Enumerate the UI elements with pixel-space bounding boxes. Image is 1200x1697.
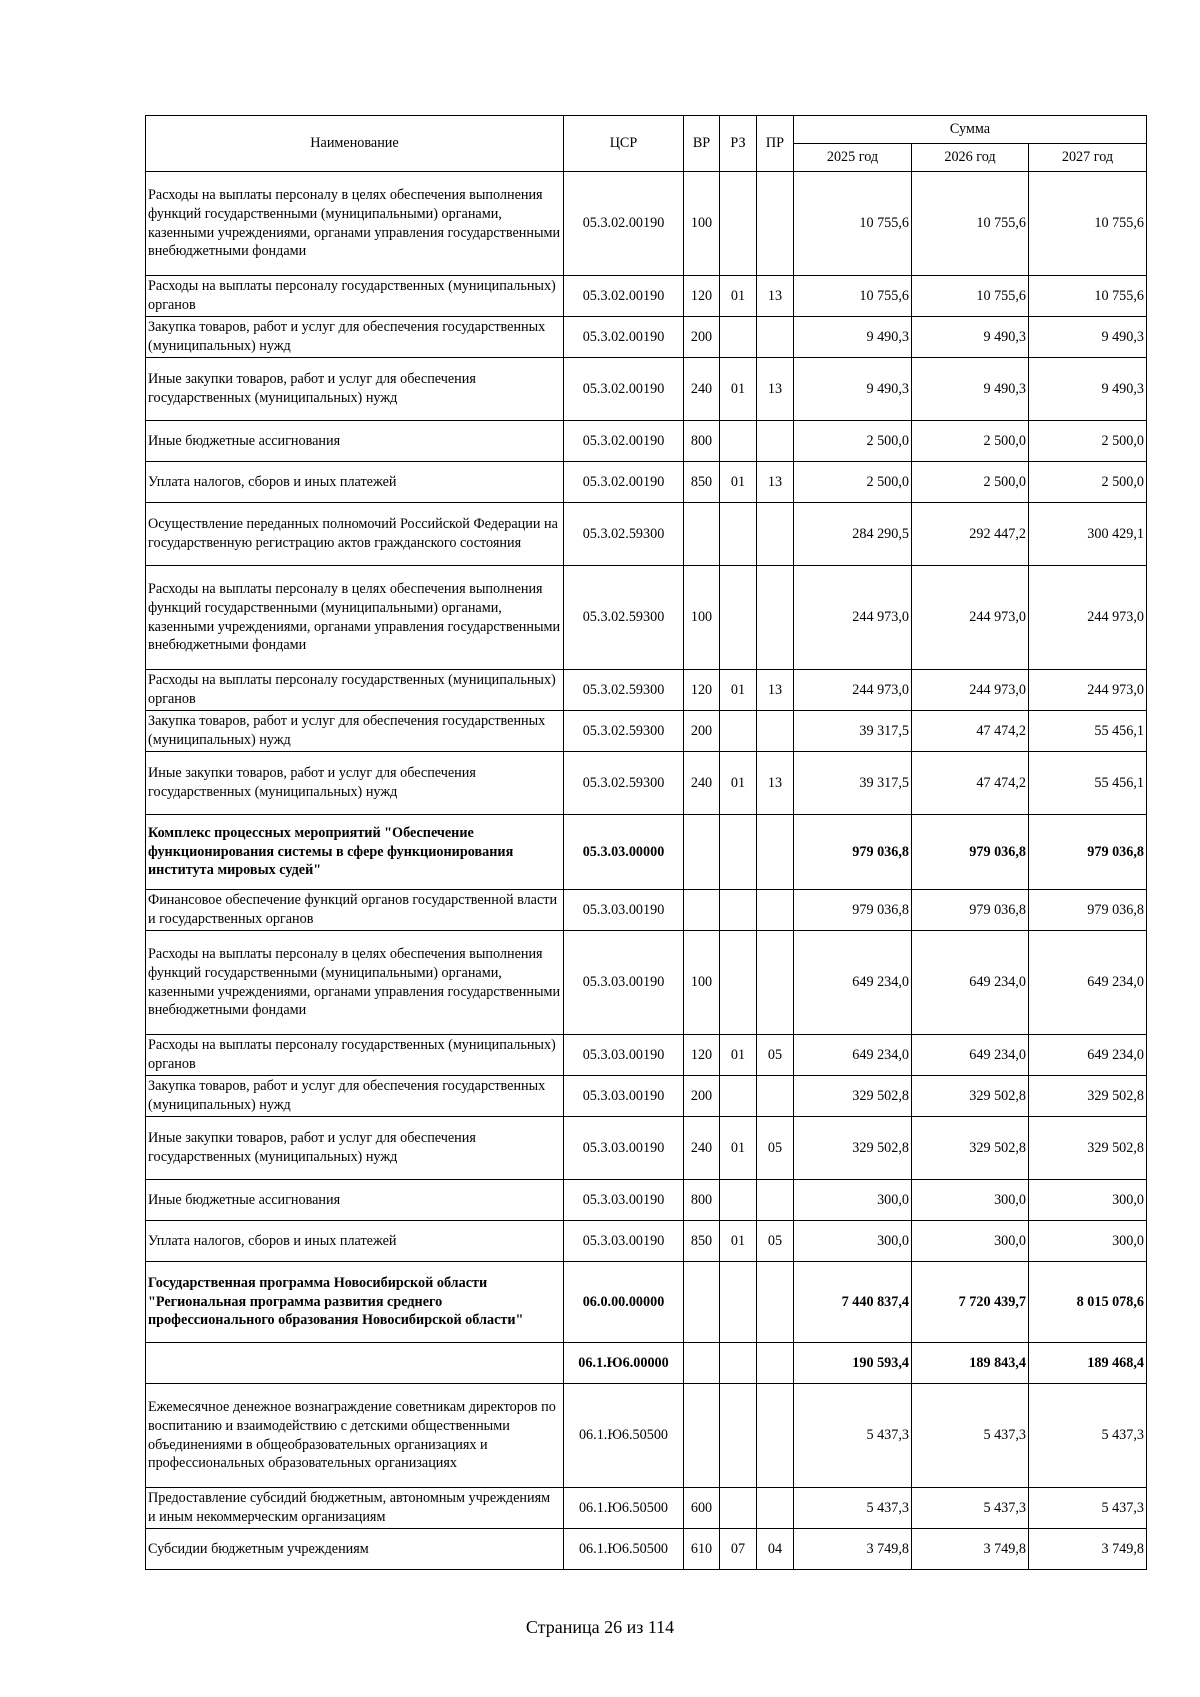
- cell-2027: 2 500,0: [1029, 421, 1147, 462]
- table-row: [146, 1262, 1147, 1343]
- table-row: [146, 1488, 1147, 1529]
- cell-2025: 10 755,6: [794, 172, 912, 276]
- cell-2027: 189 468,4: [1029, 1343, 1147, 1384]
- cell-vr: 200: [684, 1076, 720, 1117]
- cell-pr: [757, 421, 794, 462]
- cell-2026: 2 500,0: [912, 421, 1029, 462]
- cell-rz: 01: [720, 1221, 757, 1262]
- cell-vr: 120: [684, 670, 720, 711]
- cell-rz: [720, 931, 757, 1035]
- cell-2027: 300,0: [1029, 1180, 1147, 1221]
- cell-2026: 244 973,0: [912, 670, 1029, 711]
- cell-pr: 05: [757, 1221, 794, 1262]
- cell-csr: 05.3.03.00190: [564, 1221, 684, 1262]
- cell-2027: 3 749,8: [1029, 1529, 1147, 1570]
- cell-vr: [684, 503, 720, 566]
- cell-2026: 9 490,3: [912, 358, 1029, 421]
- table-row: [146, 890, 1147, 931]
- cell-name: Иные закупки товаров, работ и услуг для обеспечения государственных (муниципальных) нужд: [146, 1117, 564, 1180]
- cell-2026: 2 500,0: [912, 462, 1029, 503]
- cell-rz: [720, 1076, 757, 1117]
- table-row: [146, 752, 1147, 815]
- table-row: [146, 503, 1147, 566]
- cell-csr: 05.3.03.00190: [564, 1117, 684, 1180]
- table-row: [146, 1035, 1147, 1076]
- cell-2025: 979 036,8: [794, 890, 912, 931]
- cell-rz: [720, 1384, 757, 1488]
- cell-2026: 329 502,8: [912, 1117, 1029, 1180]
- cell-2027: 5 437,3: [1029, 1488, 1147, 1529]
- cell-vr: 850: [684, 1221, 720, 1262]
- cell-csr: 05.3.02.00190: [564, 358, 684, 421]
- table-row: [146, 1221, 1147, 1262]
- cell-name: Закупка товаров, работ и услуг для обеспечения государственных (муниципальных) нужд: [146, 317, 564, 358]
- cell-vr: 100: [684, 566, 720, 670]
- table-row: [146, 172, 1147, 276]
- cell-2026: 979 036,8: [912, 815, 1029, 890]
- cell-2026: 3 749,8: [912, 1529, 1029, 1570]
- cell-2027: 55 456,1: [1029, 752, 1147, 815]
- cell-2026: 9 490,3: [912, 317, 1029, 358]
- cell-2025: 979 036,8: [794, 815, 912, 890]
- cell-2027: 300 429,1: [1029, 503, 1147, 566]
- cell-name: Иные бюджетные ассигнования: [146, 1180, 564, 1221]
- header-vr: ВР: [684, 116, 720, 172]
- cell-2025: 2 500,0: [794, 462, 912, 503]
- cell-rz: [720, 890, 757, 931]
- cell-name: Расходы на выплаты персоналу государственных (муниципальных) органов: [146, 276, 564, 317]
- table-row: [146, 1343, 1147, 1384]
- cell-pr: [757, 931, 794, 1035]
- cell-2026: 189 843,4: [912, 1343, 1029, 1384]
- table-row: [146, 815, 1147, 890]
- table-row: [146, 358, 1147, 421]
- cell-vr: 600: [684, 1488, 720, 1529]
- cell-2026: 7 720 439,7: [912, 1262, 1029, 1343]
- cell-name: Ежемесячное денежное вознаграждение советникам директоров по воспитанию и взаимодействию с детскими общественными объединениями в общеобразовательных организациях и профессиональных образовательных организациях: [146, 1384, 564, 1488]
- cell-csr: 05.3.02.59300: [564, 566, 684, 670]
- cell-2027: 649 234,0: [1029, 1035, 1147, 1076]
- cell-pr: [757, 815, 794, 890]
- table-row: [146, 317, 1147, 358]
- cell-rz: 01: [720, 670, 757, 711]
- header-csr: ЦСР: [564, 116, 684, 172]
- cell-vr: 120: [684, 276, 720, 317]
- page-number: Страница 26 из 114: [525, 1617, 675, 1637]
- cell-pr: [757, 172, 794, 276]
- cell-rz: [720, 711, 757, 752]
- cell-vr: 120: [684, 1035, 720, 1076]
- cell-name: Предоставление субсидий бюджетным, автономным учреждениям и иным некоммерческим организациям: [146, 1488, 564, 1529]
- cell-pr: 13: [757, 752, 794, 815]
- cell-rz: [720, 503, 757, 566]
- header-pr: ПР: [757, 116, 794, 172]
- cell-rz: [720, 317, 757, 358]
- cell-2025: 5 437,3: [794, 1488, 912, 1529]
- cell-csr: 05.3.02.59300: [564, 670, 684, 711]
- cell-2025: 329 502,8: [794, 1076, 912, 1117]
- cell-name: Уплата налогов, сборов и иных платежей: [146, 1221, 564, 1262]
- cell-2027: 10 755,6: [1029, 172, 1147, 276]
- cell-2027: 300,0: [1029, 1221, 1147, 1262]
- table-row: [146, 931, 1147, 1035]
- cell-vr: 100: [684, 172, 720, 276]
- cell-vr: 800: [684, 421, 720, 462]
- cell-name: Расходы на выплаты персоналу в целях обеспечения выполнения функций государственными (муниципальными) органами, казенными учреждениями, органами управления государственными внебюджетными фондами: [146, 566, 564, 670]
- cell-csr: 06.1.Ю6.50500: [564, 1529, 684, 1570]
- cell-pr: 05: [757, 1035, 794, 1076]
- cell-rz: 01: [720, 752, 757, 815]
- cell-2025: 2 500,0: [794, 421, 912, 462]
- cell-pr: [757, 711, 794, 752]
- cell-rz: [720, 1488, 757, 1529]
- cell-name: Расходы на выплаты персоналу государственных (муниципальных) органов: [146, 670, 564, 711]
- cell-2025: 7 440 837,4: [794, 1262, 912, 1343]
- cell-rz: [720, 1343, 757, 1384]
- cell-pr: [757, 566, 794, 670]
- table-row: [146, 670, 1147, 711]
- cell-2025: 284 290,5: [794, 503, 912, 566]
- cell-2025: 329 502,8: [794, 1117, 912, 1180]
- cell-csr: 05.3.02.59300: [564, 752, 684, 815]
- cell-pr: [757, 317, 794, 358]
- cell-rz: [720, 1180, 757, 1221]
- cell-2025: 9 490,3: [794, 358, 912, 421]
- cell-pr: 13: [757, 276, 794, 317]
- cell-pr: 05: [757, 1117, 794, 1180]
- cell-2027: 5 437,3: [1029, 1384, 1147, 1488]
- header-sum: Сумма: [794, 116, 1147, 144]
- cell-vr: 200: [684, 711, 720, 752]
- cell-csr: 05.3.03.00190: [564, 1180, 684, 1221]
- cell-csr: 05.3.02.59300: [564, 711, 684, 752]
- cell-vr: 240: [684, 358, 720, 421]
- cell-vr: [684, 890, 720, 931]
- cell-2027: 979 036,8: [1029, 890, 1147, 931]
- cell-2025: 649 234,0: [794, 931, 912, 1035]
- table-row: [146, 711, 1147, 752]
- cell-vr: 100: [684, 931, 720, 1035]
- cell-2026: 5 437,3: [912, 1488, 1029, 1529]
- cell-rz: [720, 421, 757, 462]
- cell-2025: 39 317,5: [794, 711, 912, 752]
- header-name: Наименование: [146, 116, 564, 172]
- cell-name: Осуществление переданных полномочий Российской Федерации на государственную регистрацию актов гражданского состояния: [146, 503, 564, 566]
- cell-pr: [757, 1343, 794, 1384]
- cell-rz: 01: [720, 276, 757, 317]
- cell-vr: 850: [684, 462, 720, 503]
- cell-pr: [757, 1180, 794, 1221]
- cell-csr: 05.3.02.00190: [564, 462, 684, 503]
- cell-2025: 10 755,6: [794, 276, 912, 317]
- cell-2027: 2 500,0: [1029, 462, 1147, 503]
- header-rz: РЗ: [720, 116, 757, 172]
- cell-name: Иные закупки товаров, работ и услуг для обеспечения государственных (муниципальных) нужд: [146, 358, 564, 421]
- cell-csr: 05.3.02.00190: [564, 276, 684, 317]
- cell-2026: 47 474,2: [912, 711, 1029, 752]
- cell-name: Иные закупки товаров, работ и услуг для обеспечения государственных (муниципальных) нужд: [146, 752, 564, 815]
- cell-2025: 300,0: [794, 1221, 912, 1262]
- cell-rz: 01: [720, 1117, 757, 1180]
- cell-name: Закупка товаров, работ и услуг для обеспечения государственных (муниципальных) нужд: [146, 711, 564, 752]
- cell-vr: 610: [684, 1529, 720, 1570]
- cell-2027: 979 036,8: [1029, 815, 1147, 890]
- cell-csr: 05.3.03.00190: [564, 890, 684, 931]
- cell-2025: 649 234,0: [794, 1035, 912, 1076]
- cell-vr: [684, 1384, 720, 1488]
- cell-2026: 300,0: [912, 1221, 1029, 1262]
- cell-vr: [684, 1343, 720, 1384]
- cell-2026: 10 755,6: [912, 276, 1029, 317]
- cell-rz: 01: [720, 1035, 757, 1076]
- cell-rz: [720, 815, 757, 890]
- cell-2026: 649 234,0: [912, 1035, 1029, 1076]
- table-row: [146, 566, 1147, 670]
- cell-2026: 5 437,3: [912, 1384, 1029, 1488]
- cell-csr: 06.1.Ю6.50500: [564, 1384, 684, 1488]
- cell-2025: 190 593,4: [794, 1343, 912, 1384]
- cell-vr: 240: [684, 1117, 720, 1180]
- cell-pr: [757, 890, 794, 931]
- cell-pr: [757, 503, 794, 566]
- table-row: [146, 1529, 1147, 1570]
- cell-pr: [757, 1488, 794, 1529]
- cell-2026: 649 234,0: [912, 931, 1029, 1035]
- cell-2027: 10 755,6: [1029, 276, 1147, 317]
- cell-2026: 300,0: [912, 1180, 1029, 1221]
- cell-vr: 200: [684, 317, 720, 358]
- cell-name: [146, 1343, 564, 1384]
- cell-csr: 05.3.02.00190: [564, 172, 684, 276]
- cell-2026: 979 036,8: [912, 890, 1029, 931]
- cell-csr: 06.1.Ю6.00000: [564, 1343, 684, 1384]
- cell-2027: 329 502,8: [1029, 1117, 1147, 1180]
- cell-csr: 05.3.02.00190: [564, 421, 684, 462]
- budget-table: [145, 115, 1147, 1570]
- cell-vr: [684, 1262, 720, 1343]
- cell-vr: [684, 815, 720, 890]
- cell-2027: 55 456,1: [1029, 711, 1147, 752]
- cell-csr: 05.3.02.59300: [564, 503, 684, 566]
- cell-2025: 300,0: [794, 1180, 912, 1221]
- cell-rz: [720, 1262, 757, 1343]
- header-2025: 2025 год: [794, 144, 912, 172]
- cell-2025: 3 749,8: [794, 1529, 912, 1570]
- table-row: [146, 1384, 1147, 1488]
- cell-2027: 9 490,3: [1029, 358, 1147, 421]
- cell-name: Иные бюджетные ассигнования: [146, 421, 564, 462]
- cell-name: Уплата налогов, сборов и иных платежей: [146, 462, 564, 503]
- cell-csr: 05.3.03.00000: [564, 815, 684, 890]
- cell-pr: 13: [757, 462, 794, 503]
- cell-vr: 800: [684, 1180, 720, 1221]
- cell-name: Закупка товаров, работ и услуг для обеспечения государственных (муниципальных) нужд: [146, 1076, 564, 1117]
- table-row: [146, 462, 1147, 503]
- header-2027: 2027 год: [1029, 144, 1147, 172]
- cell-pr: [757, 1262, 794, 1343]
- cell-name: Финансовое обеспечение функций органов государственной власти и государственных органов: [146, 890, 564, 931]
- cell-name: Субсидии бюджетным учреждениям: [146, 1529, 564, 1570]
- cell-2025: 9 490,3: [794, 317, 912, 358]
- cell-pr: 13: [757, 670, 794, 711]
- cell-csr: 05.3.03.00190: [564, 1076, 684, 1117]
- cell-2027: 649 234,0: [1029, 931, 1147, 1035]
- cell-2027: 9 490,3: [1029, 317, 1147, 358]
- cell-name: Комплекс процессных мероприятий "Обеспечение функционирования системы в сфере функционирования института мировых судей": [146, 815, 564, 890]
- cell-csr: 06.0.00.00000: [564, 1262, 684, 1343]
- table-row: [146, 421, 1147, 462]
- cell-2027: 8 015 078,6: [1029, 1262, 1147, 1343]
- cell-pr: 13: [757, 358, 794, 421]
- cell-rz: [720, 566, 757, 670]
- table-row: [146, 1180, 1147, 1221]
- table-body: [146, 172, 1147, 1570]
- cell-2027: 244 973,0: [1029, 670, 1147, 711]
- cell-csr: 05.3.03.00190: [564, 931, 684, 1035]
- cell-name: Расходы на выплаты персоналу в целях обеспечения выполнения функций государственными (муниципальными) органами, казенными учреждениями, органами управления государственными внебюджетными фондами: [146, 172, 564, 276]
- header-2026: 2026 год: [912, 144, 1029, 172]
- table-row: [146, 1117, 1147, 1180]
- cell-pr: [757, 1076, 794, 1117]
- cell-rz: 07: [720, 1529, 757, 1570]
- cell-name: Расходы на выплаты персоналу государственных (муниципальных) органов: [146, 1035, 564, 1076]
- cell-2026: 292 447,2: [912, 503, 1029, 566]
- cell-2027: 244 973,0: [1029, 566, 1147, 670]
- cell-2025: 244 973,0: [794, 566, 912, 670]
- cell-2026: 47 474,2: [912, 752, 1029, 815]
- cell-name: Расходы на выплаты персоналу в целях обеспечения выполнения функций государственными (муниципальными) органами, казенными учреждениями, органами управления государственными внебюджетными фондами: [146, 931, 564, 1035]
- cell-rz: [720, 172, 757, 276]
- cell-vr: 240: [684, 752, 720, 815]
- cell-name: Государственная программа Новосибирской области "Региональная программа развития среднего профессионального образования Новосибирской области": [146, 1262, 564, 1343]
- table-row: [146, 1076, 1147, 1117]
- cell-2025: 244 973,0: [794, 670, 912, 711]
- cell-2025: 5 437,3: [794, 1384, 912, 1488]
- cell-pr: [757, 1384, 794, 1488]
- table-row: [146, 276, 1147, 317]
- cell-2026: 10 755,6: [912, 172, 1029, 276]
- cell-pr: 04: [757, 1529, 794, 1570]
- cell-csr: 06.1.Ю6.50500: [564, 1488, 684, 1529]
- cell-2027: 329 502,8: [1029, 1076, 1147, 1117]
- cell-rz: 01: [720, 462, 757, 503]
- cell-csr: 05.3.02.00190: [564, 317, 684, 358]
- cell-csr: 05.3.03.00190: [564, 1035, 684, 1076]
- cell-rz: 01: [720, 358, 757, 421]
- cell-2025: 39 317,5: [794, 752, 912, 815]
- cell-2026: 329 502,8: [912, 1076, 1029, 1117]
- cell-2026: 244 973,0: [912, 566, 1029, 670]
